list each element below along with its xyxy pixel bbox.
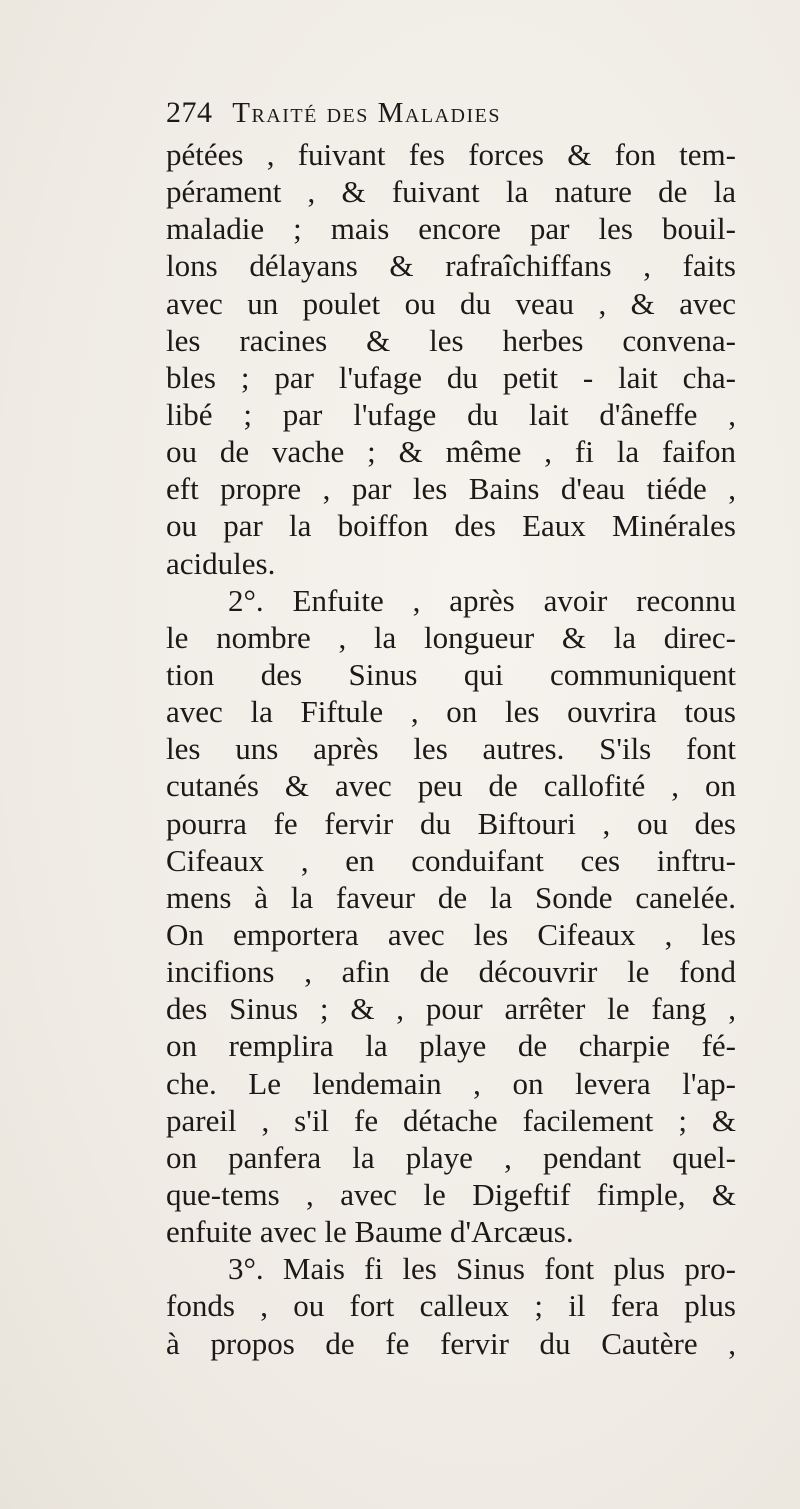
text-line: 3°. Mais fi les Sinus font plus pro- [228,1251,736,1287]
text-line: les racines & les herbes convena- [166,322,736,358]
text-line: des Sinus ; & , pour arrêter le fang , [166,991,736,1027]
text-line: On emportera avec les Cifeaux , les [166,916,736,952]
text-line: avec un poulet ou du veau , & avec [166,285,736,321]
text-line: pareil , s'il fe détache facilement ; & [166,1102,736,1138]
text-line: enfuite avec le Baume d'Arcæus. [166,1214,574,1250]
text-line: à propos de fe fervir du Cautère , [166,1325,736,1361]
text-line: che. Le lendemain , on levera l'ap- [166,1065,736,1101]
text-line: fonds , ou fort calleux ; il fera plus [166,1288,736,1324]
text-line: 2°. Enfuite , après avoir reconnu [228,582,736,618]
text-line: pourra fe fervir du Biftouri , ou des [166,805,736,841]
text-line: on panfera la playe , pendant quel- [166,1139,736,1175]
text-line: cutanés & avec peu de callofité , on [166,768,736,804]
text-line: libé ; par l'ufage du lait d'âneffe , [166,396,736,432]
text-line: que-tems , avec le Digeftif fimple, & [166,1176,736,1212]
text-line: on remplira la playe de charpie fé- [166,1028,736,1064]
text-line: avec la Fiftule , on les ouvrira tous [166,694,736,730]
page-number: 274 [166,96,213,129]
page-corner-mark [0,0,31,41]
text-line: mens à la faveur de la Sonde canelée. [166,879,736,915]
body-text [166,136,736,1362]
text-line: le nombre , la longueur & la direc- [166,619,736,655]
text-line: acidules. [166,545,276,581]
text-line: bles ; par l'ufage du petit - lait cha- [166,359,736,395]
text-line: maladie ; mais encore par les bouil- [166,211,736,247]
text-line: incifions , afin de découvrir le fond [166,954,736,990]
text-line: pétées , fuivant fes forces & fon tem- [166,137,736,172]
text-line: eft propre , par les Bains d'eau tiéde , [166,471,736,507]
running-title: Traité des Maladies [232,97,501,129]
text-line: ou de vache ; & même , fi la faifon [166,434,736,470]
text-line: lons délayans & rafraîchiffans , faits [166,248,736,284]
text-line: tion des Sinus qui communiquent [166,656,736,692]
text-line: pérament , & fuivant la nature de la [166,174,736,210]
running-header [166,96,726,138]
text-line: Cifeaux , en conduifant ces inftru- [166,842,736,878]
text-line: les uns après les autres. S'ils font [166,731,736,767]
text-line: ou par la boiffon des Eaux Minérales [166,508,736,544]
